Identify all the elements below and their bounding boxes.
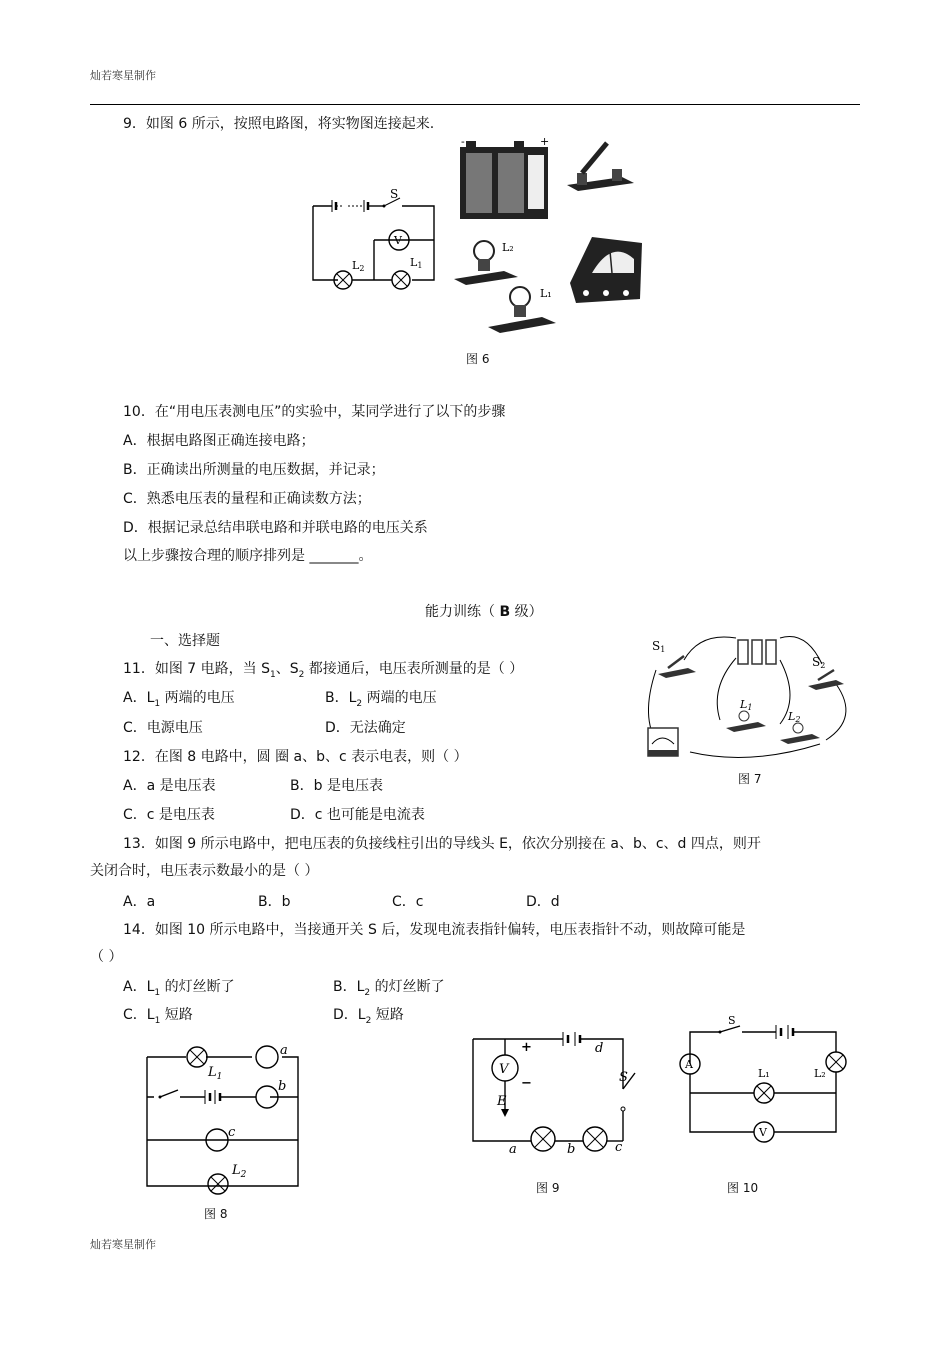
svg-text:S: S — [728, 1014, 736, 1027]
svg-text:b: b — [567, 1142, 576, 1157]
battery-cells-icon — [738, 640, 776, 664]
section-subtitle: 一、选择题 — [150, 633, 220, 649]
svg-text:L2: $L_2$ — [232, 1163, 247, 1180]
header-rule — [90, 104, 860, 105]
q13-option-a: A．a — [123, 894, 156, 910]
q13-option-c: C．c — [392, 894, 424, 910]
switch-S1-icon — [652, 639, 696, 678]
q13-stem-line2: 关闭合时，电压表示数最小的是（ ） — [90, 863, 319, 879]
svg-text:L1: L1 — [740, 698, 753, 712]
knife-switch-icon — [567, 143, 634, 191]
q10-tail: 以上步骤按合理的顺序排列是 _______。 — [123, 548, 373, 564]
q12-option-a: A．a 是电压表 — [123, 778, 216, 794]
q12-option-d: D．c 也可能是电流表 — [290, 807, 425, 823]
fig6-label-L1: L1 — [410, 256, 423, 270]
q14-option-c: C．$L_1$ 短路 — [123, 1007, 193, 1026]
svg-text:+: + — [521, 1040, 532, 1055]
page-header: 灿若寒星制作 — [90, 69, 156, 82]
svg-text:−: − — [521, 1076, 532, 1091]
section-title: 能力训练（ B 级） — [425, 604, 543, 620]
fig7-caption: 图 7 — [738, 772, 762, 786]
page-footer: 灿若寒星制作 — [90, 1238, 156, 1251]
battery-pack-icon — [460, 135, 549, 219]
fig8-circuit — [140, 1040, 310, 1200]
fig6-label-S: S — [390, 187, 399, 201]
svg-text:+: + — [540, 135, 550, 148]
svg-text:L₁: L₁ — [758, 1067, 770, 1080]
svg-text:a: a — [509, 1142, 517, 1157]
q13-option-d: D．d — [526, 894, 560, 910]
q10-option-b: B．正确读出所测量的电压数据，并记录； — [123, 462, 385, 478]
fig7-wiring-drawing — [640, 628, 865, 768]
q14-option-d: D．$L_2$ 短路 — [333, 1007, 404, 1026]
svg-text:-: - — [461, 135, 465, 148]
svg-text:c: c — [228, 1125, 236, 1140]
svg-text:L₂: L₂ — [502, 241, 514, 254]
q10-option-c: C．熟悉电压表的量程和正确读数方法； — [123, 491, 371, 507]
fig6-label-V: V — [394, 234, 402, 247]
svg-text:V: V — [499, 1062, 509, 1077]
svg-text:S2: S2 — [812, 655, 826, 670]
svg-text:L₂: L₂ — [814, 1067, 826, 1080]
voltmeter-icon — [648, 728, 678, 756]
q14-stem-line1: 14．如图 10 所示电路中，当接通开关 S 后，发现电流表指针偏转，电压表指针不动，则故障可能是 — [123, 922, 746, 938]
fig9-caption: 图 9 — [536, 1181, 560, 1195]
voltmeter-device-icon — [570, 237, 642, 303]
q12-option-c: C．c 是电压表 — [123, 807, 215, 823]
q13-stem-line1: 13．如图 9 所示电路中，把电压表的负接线柱引出的导线头 E，依次分别接在 a、b、c、d 四点，则开 — [123, 836, 761, 852]
q11-option-d: D．无法确定 — [325, 720, 406, 736]
lamp-L1-icon — [726, 698, 766, 732]
svg-text:L1: $L_1$ — [208, 1065, 223, 1082]
q10-stem: 10．在“用电压表测电压”的实验中，某同学进行了以下的步骤 — [123, 404, 506, 420]
fig8-caption: 图 8 — [204, 1207, 228, 1221]
svg-text:S1: S1 — [652, 639, 666, 654]
fig6-label-L2: L2 — [352, 259, 365, 273]
svg-text:L2: L2 — [788, 710, 801, 724]
fig10-caption: 图 10 — [727, 1181, 759, 1195]
q9-stem: 9．如图 6 所示，按照电路图，将实物图连接起来. — [123, 116, 435, 132]
fig9-circuit — [465, 1025, 650, 1155]
svg-text:c: c — [615, 1140, 623, 1155]
svg-text:a: a — [280, 1043, 288, 1058]
q14-option-a: A．$L_1$ 的灯丝断了 — [123, 979, 235, 998]
q13-option-b: B．b — [258, 894, 291, 910]
fig6-caption: 图 6 — [466, 352, 490, 366]
svg-text:S: S — [619, 1070, 628, 1085]
svg-text:V: V — [759, 1126, 767, 1139]
fig6-circuit-diagram — [300, 180, 445, 290]
fig10-circuit — [678, 1012, 853, 1142]
q14-stem-line2: （ ） — [90, 949, 123, 965]
svg-text:b: b — [278, 1079, 287, 1094]
switch-S2-icon — [808, 655, 844, 690]
q11-option-a: A．$L_1$ 两端的电压 — [123, 690, 235, 709]
q12-option-b: B．b 是电压表 — [290, 778, 383, 794]
svg-text:E: E — [497, 1094, 507, 1109]
q11-option-b: B．$L_2$ 两端的电压 — [325, 690, 437, 709]
svg-text:L₁: L₁ — [540, 287, 552, 300]
q11-stem: 11．如图 7 电路，当 $S_1$、$S_2$ 都接通后，电压表所测量的是（ ） — [123, 661, 524, 680]
q10-option-d: D．根据记录总结串联电路和并联电路的电压关系 — [123, 520, 428, 536]
svg-text:A: A — [685, 1058, 693, 1071]
q10-option-a: A．根据电路图正确连接电路； — [123, 433, 315, 449]
fig6-equipment-drawing — [452, 133, 652, 333]
lamp-L1-icon — [488, 287, 556, 333]
q14-option-b: B．$L_2$ 的灯丝断了 — [333, 979, 445, 998]
q11-option-c: C．电源电压 — [123, 720, 203, 736]
lamp-L2-icon — [454, 241, 518, 285]
svg-text:d: d — [595, 1041, 604, 1056]
q12-stem: 12．在图 8 电路中，圆 圈 a、b、c 表示电表，则（ ） — [123, 749, 468, 765]
